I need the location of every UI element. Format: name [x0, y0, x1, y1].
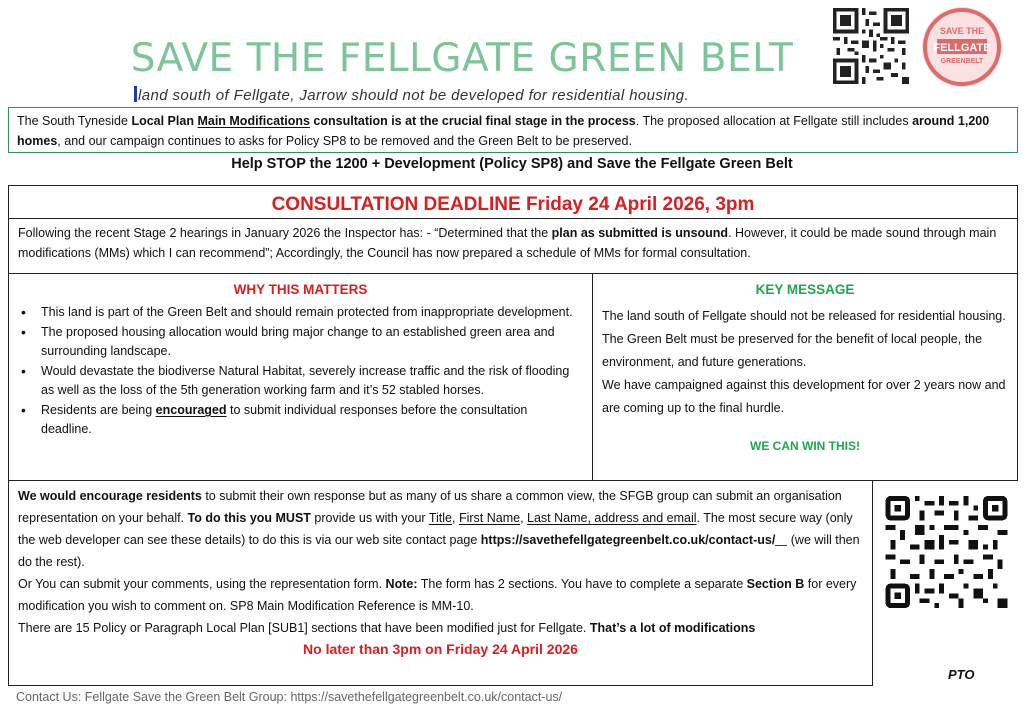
- encourage-span: ,: [520, 511, 528, 525]
- logo-line2: FELLGATE: [933, 42, 991, 54]
- win-slogan: WE CAN WIN THIS!: [750, 439, 860, 453]
- deadline-reminder: No later than 3pm on Friday 24 April 2026: [303, 641, 578, 657]
- encourage-underline: First Name: [458, 511, 521, 525]
- qr-code-top-icon: [833, 8, 909, 84]
- why-heading: WHY THIS MATTERS: [233, 282, 368, 297]
- encourage-bold: To do this you MUST: [187, 511, 311, 525]
- link-blank: [775, 532, 787, 546]
- encourage-span: provide us with your: [310, 511, 429, 525]
- help-headline: Help STOP the 1200 + Development (Policy SP8) and Save the Fellgate Green Belt: [231, 156, 793, 172]
- encourage-span: There are 15 Policy or Paragraph Local Plan [SUB1] sections that have been modified just for Fellgate.: [18, 621, 590, 635]
- intro-box: [8, 107, 1018, 153]
- encourage-span: Or You can submit your comments, using the representation form.: [18, 577, 386, 591]
- encourage-span: . The most secure way (only the web developer can see these details) to do this is via our web site contact page: [18, 511, 853, 547]
- campaign-logo: [921, 6, 1003, 88]
- intro-bold: Local Plan: [131, 114, 194, 128]
- list-text: Residents are being: [41, 403, 156, 417]
- list-item: • The proposed housing allocation would bring major change to an established green area and surrounding landscape.: [19, 323, 579, 361]
- key-text: The land south of Fellgate should not be released for residential housing. The Green Belt must be preserved for the benefit of local people, the environment, and future generations.: [602, 309, 1006, 369]
- paragraph-text: Following the recent Stage 2 hearings in January 2026 the Inspector has: - “Determined that the: [18, 226, 552, 240]
- subtitle-text: land south of Fellgate, Jarrow should not be developed for residential housing.: [138, 87, 690, 104]
- encourage-bold: Section B: [746, 577, 805, 591]
- intro-bold: around 1,200 homes: [17, 114, 990, 148]
- encourage-box: [8, 481, 873, 686]
- encourage-bold: Note:: [385, 577, 418, 591]
- encourage-span: The form has 2 sections. You have to complete a separate: [417, 577, 747, 591]
- intro-text: The South Tyneside: [17, 114, 132, 128]
- paragraph-text: . However, it could be made sound through main modifications (MMs) which I can recommend”; Accordingly, the Council has now prepared a schedule of MMs for formal consultation.: [18, 226, 997, 260]
- qr-code-bottom-icon: [884, 496, 1009, 608]
- key-message: [602, 305, 1012, 420]
- encourage-bold: That’s a lot of modifications: [589, 621, 756, 635]
- intro-text: , and our campaign continues to asks for Policy SP8 to be removed and the Green Belt to be preserved.: [57, 134, 632, 148]
- encourage-span: ,: [451, 511, 459, 525]
- contact-link[interactable]: https://savethefellgategreenbelt.co.uk/contact-us/: [480, 533, 776, 547]
- deadline-heading: CONSULTATION DEADLINE Friday 24 April 2026, 3pm: [271, 194, 755, 215]
- divider: [9, 273, 1017, 274]
- logo-line1: SAVE THE: [939, 26, 985, 36]
- pto-label: PTO: [948, 667, 975, 682]
- paragraph-bold: plan as submitted is unsound: [551, 226, 729, 240]
- inspector-paragraph: [18, 223, 1008, 263]
- encourage-span: (we will then do the rest).: [18, 533, 860, 569]
- text-cursor: [134, 86, 137, 102]
- list-item: • This land is part of the Green Belt and should remain protected from inappropriate development.: [19, 303, 579, 322]
- encourage-span: for every modification you wish to comment on. SP8 Main Modification Reference is MM-10.: [18, 577, 857, 613]
- page-title: SAVE THE FELLGATE GREEN BELT: [130, 36, 794, 81]
- encourage-text: [18, 485, 868, 639]
- intro-text: . The proposed allocation at Fellgate still includes: [635, 114, 913, 128]
- logo-line3: GREENBELT: [940, 58, 984, 65]
- key-text: We have campaigned against this development for over 2 years now and are coming up to the final hurdle.: [602, 378, 1006, 415]
- why-list: [19, 303, 579, 440]
- list-text: to submit individual responses before the consultation deadline.: [41, 403, 528, 436]
- encourage-span: to submit their own response but as many of us share a common view, the SFGB group can submit an organisation representation on your behalf.: [18, 489, 842, 525]
- list-bold: encouraged: [155, 403, 227, 417]
- intro-bold: consultation is at the crucial final stage in the process: [309, 114, 636, 128]
- encourage-underline: Last Name, address and email: [527, 511, 697, 525]
- footer-contact: Contact Us: Fellgate Save the Green Belt Group: https://savethefellgategreenbelt.co.uk/contact-us/: [16, 690, 563, 704]
- key-heading: KEY MESSAGE: [755, 282, 855, 297]
- main-box: [8, 185, 1018, 481]
- list-item: [19, 401, 579, 439]
- encourage-underline: Title: [428, 511, 452, 525]
- encourage-bold: We would encourage residents: [18, 489, 202, 503]
- intro-underline: Main Modifications: [197, 114, 310, 128]
- subtitle: [134, 86, 689, 104]
- divider: [9, 218, 1017, 219]
- list-item: • Would devastate the biodiverse Natural Habitat, severely increase traffic and the risk of flooding as well as the loss of the 5th generation working farm and it’s 52 stabled horses.: [19, 362, 579, 400]
